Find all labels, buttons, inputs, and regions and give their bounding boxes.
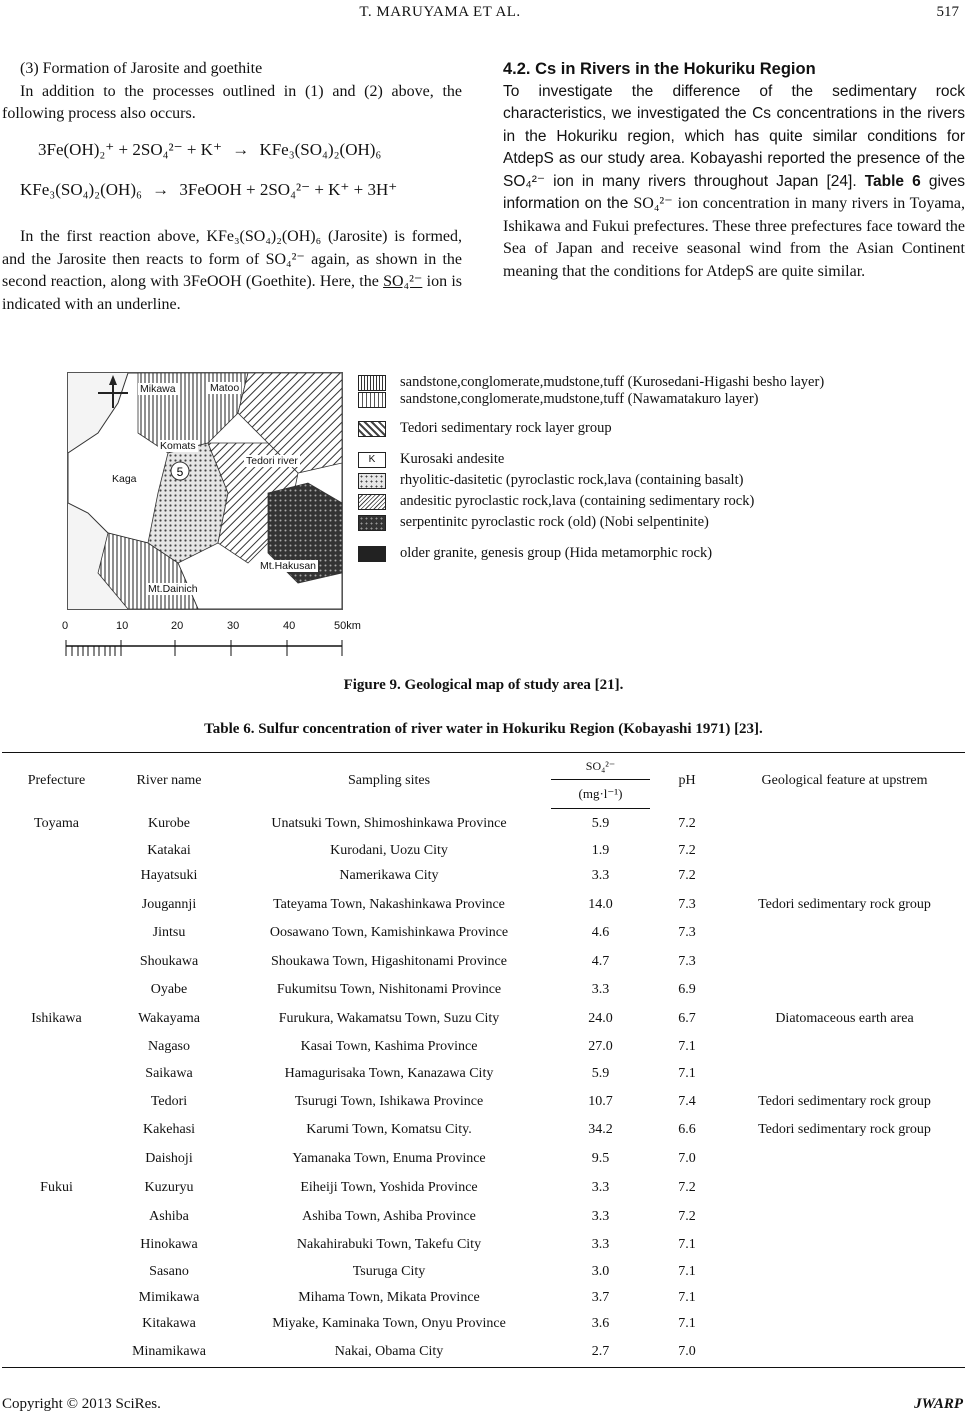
cell-site: Karumi Town, Komatsu City. [306,1121,472,1137]
table-row [2,1259,965,1286]
table-row [2,1004,965,1034]
legend-item [358,545,958,562]
cell-site: Unatsuki Town, Shimoshinkawa Province [271,815,507,831]
cell-ph: 7.3 [678,925,696,940]
scale-ruler [62,638,362,660]
cell-geo [724,839,965,863]
cell-pref: Ishikawa [31,1010,82,1026]
cell-so4: 3.3 [591,1208,610,1224]
right-column [503,58,965,283]
cell-site: Furukura, Wakamatsu Town, Suzu City [278,1010,500,1026]
cell-ph: 7.0 [678,1151,696,1166]
geological-map [67,372,343,610]
scale-tick-label: 50km [334,620,361,632]
cell-geo: Tedori sedimentary rock group [758,896,931,912]
legend-swatch [358,392,386,408]
table-row [2,1061,965,1088]
cell-site: Hamagurisaka Town, Kanazawa City [284,1066,494,1081]
intro-paragraph: In addition to the processes outlined in (1) and (2) above, the following process also occurs. [2,82,462,122]
cell-site: Oosawano Town, Kamishinkawa Province [269,925,509,940]
left-column [2,58,462,126]
scale-tick-label: 30 [227,620,240,632]
cell-so4: 3.6 [591,1315,610,1331]
cell-so4: 5.9 [591,815,610,831]
cell-pref [2,1232,111,1259]
table-row [2,1338,965,1368]
cell-site: Namerikawa City [339,868,439,883]
cell-so4: 1.9 [591,842,610,858]
journal-name: JWARP [914,1396,963,1412]
cell-ph: 6.7 [678,1010,696,1026]
legend-label: sandstone,conglomerate,mudstone,tuff (Kurosedani-Higashi besho layer) [400,374,825,390]
cell-river: Ashiba [149,1208,189,1224]
legend-swatch [358,494,386,510]
paragraph-text: again, as shown in the second reaction, along with 3FeOOH (Goethite). Here, the [2,250,463,290]
cell-geo: Tedori sedimentary rock group [758,1121,931,1137]
cell-ph: 7.4 [678,1093,696,1109]
cell-river: Sasano [149,1264,189,1279]
cell-site: Kurodani, Uozu City [330,842,448,858]
cell-geo [724,1259,965,1286]
scale-tick-label: 40 [283,620,296,632]
legend-label: Tedori sedimentary rock layer group [400,420,612,436]
cell-ph: 7.1 [678,1315,696,1331]
copyright-footer: Copyright © 2013 SciRes. [2,1396,161,1412]
equation-2-left: KFe₃(SO₄)₂(OH)₆ [20,180,142,199]
cell-ph: 7.2 [678,1208,696,1224]
paragraph-text: ion is indicated with an underline. [2,273,463,313]
cell-so4: 27.0 [588,1039,613,1054]
cell-site: Nakahirabuki Town, Takefu City [296,1237,482,1252]
cell-ph: 7.1 [678,1237,696,1252]
cell-river: Kuzuryu [144,1180,194,1195]
cell-geo [724,1232,965,1259]
cell-site: Tateyama Town, Nakashinkawa Province [273,896,505,912]
scale-tick-label: 20 [171,620,184,632]
route-5-marker: 5 [176,465,184,479]
cell-ph: 7.1 [678,1066,696,1081]
cell-pref: Fukui [40,1180,73,1195]
header-river: River name [111,753,227,809]
equation-2-right: 3FeOOH + 2SO₄²⁻ + K⁺ + 3H⁺ [179,180,398,199]
map-label-mikawa: Mikawa [140,383,176,395]
arrow-icon: → [152,180,170,199]
map-label-tedori-river: Tedori river [246,455,298,467]
arrow-icon: → [232,140,250,159]
legend-swatch [358,546,386,562]
map-drawing [68,373,342,609]
paragraph-text: To investigate the difference of the sedimentary rock characteristics, we investigated the Cs concentrations in the rivers in the Hokuriku region, which has quite similar conditions for AtdepS as our study area. Kobayashi reported the presence of the [503,82,965,167]
cell-pref [2,920,111,947]
running-header-author: T. MARUYAMA ET AL. [359,4,521,20]
legend-label: rhyolitic-dasitetic (pyroclastic rock,lava (containing basalt) [400,472,744,488]
sulfate-ion: SO₄²⁻ [633,195,673,212]
cell-geo [724,1202,965,1232]
cell-geo [724,1144,965,1175]
table-row [2,1286,965,1310]
cell-so4: 3.3 [591,982,610,997]
cell-pref [2,890,111,920]
cell-river: Kurobe [148,815,190,831]
cell-so4: 3.3 [591,1180,610,1195]
table-row [2,863,965,890]
cell-geo [724,947,965,977]
scale-bar [62,620,362,664]
cell-river: Katakai [147,842,191,858]
cell-geo [724,1338,965,1368]
sulfate-ion: SO₄²⁻ [265,250,305,268]
cell-river: Minamikawa [111,1338,227,1368]
cell-ph: 7.1 [678,1264,696,1279]
cell-pref [2,1202,111,1232]
map-label-mt-hakusan: Mt.Hakusan [260,560,317,572]
table-row [2,1232,965,1259]
header-prefecture: Prefecture [2,753,111,809]
cell-river: Oyabe [150,982,188,997]
legend-swatch: K [358,452,386,468]
cell-ph: 6.6 [678,1121,696,1137]
cell-site: Nakai, Obama City [227,1338,551,1368]
cell-river: Kitakawa [142,1315,196,1331]
legend-item [358,472,958,489]
page-number: 517 [936,4,959,20]
cell-river: Shoukawa [139,953,199,969]
cell-river: Saikawa [145,1066,193,1081]
cell-site: Eiheiji Town, Yoshida Province [300,1180,478,1195]
paragraph-text: ion in many rivers throughout Japan [24]. [553,172,857,190]
cell-pref [2,1310,111,1338]
cell-so4: 4.6 [591,925,610,940]
cell-site: Tsuruga City [352,1264,426,1279]
legend-label: serpentinitc pyroclastic rock (old) (Nobi selpentinite) [400,514,709,530]
cell-river: Wakayama [138,1010,200,1026]
header-geology: Geological feature at upstrem [724,753,965,809]
cell-geo [724,977,965,1004]
cell-river: Jougannji [141,896,197,912]
map-label-komatsu: Komats [160,440,196,452]
map-label-mt-dainichi: Mt.Dainich [148,583,198,595]
cell-pref [2,1259,111,1286]
table-row [2,920,965,947]
cell-pref [2,977,111,1004]
cell-geo [724,1061,965,1088]
cell-geo [724,863,965,890]
cell-geo [724,1034,965,1061]
cell-pref [2,1116,111,1144]
cell-pref [2,839,111,863]
legend-swatch [358,375,386,391]
cell-so4: 3.7 [591,1289,610,1305]
cell-so4: 3.3 [591,868,610,883]
scale-tick-label: 10 [116,620,129,632]
table-row [2,1175,965,1202]
cell-river: Nagaso [148,1039,190,1054]
cell-so4: 9.5 [591,1151,610,1166]
cell-site: Mihama Town, Mikata Province [298,1289,480,1305]
cell-ph: 7.3 [678,953,696,969]
cell-ph: 7.1 [678,1289,696,1305]
sulfate-ion: SO₄²⁻ [503,172,546,190]
cell-ph: 7.2 [678,868,696,883]
table-row [2,890,965,920]
sulfate-ion-underlined: SO₄²⁻ [383,273,423,290]
legend-label: andesitic pyroclastic rock,lava (containing sedimentary rock) [400,493,755,509]
table-body [2,809,965,1368]
cell-river: Mimikawa [138,1289,200,1305]
cell-so4: 10.7 [588,1093,613,1109]
legend-swatch [358,421,386,437]
cell-river: Hayatsuki [140,868,198,883]
cell-so4: 3.0 [591,1264,610,1279]
legend-label: sandstone,conglomerate,mudstone,tuff (Nawamatakuro layer) [400,391,759,407]
equation-1 [38,140,381,160]
table-row [2,1144,965,1175]
table-caption: Table 6. Sulfur concentration of river water in Hokuriku Region (Kobayashi 1971) [23]. [204,721,763,737]
cell-pref [2,1034,111,1061]
legend-item [358,391,958,408]
table-row [2,809,965,839]
cell-geo: Tedori sedimentary rock group [758,1093,931,1109]
table-row [2,1088,965,1116]
legend-swatch [358,515,386,531]
cell-so4: 24.0 [588,1010,613,1026]
cell-geo [724,1310,965,1338]
cell-geo [724,809,965,839]
cell-so4: 3.3 [591,1237,610,1252]
paragraph-text: gives information on the [503,172,966,212]
equation-2 [20,180,397,200]
cell-site: Miyake, Kaminaka Town, Onyu Province [272,1315,506,1331]
jarosite-paragraph [2,226,462,316]
cell-pref [2,947,111,977]
cell-ph: 7.2 [678,1180,696,1195]
subsection-heading: (3) Formation of Jarosite and goethite [20,60,263,77]
cell-ph: 7.1 [678,1039,696,1054]
legend-item [358,374,958,391]
cell-geo [724,1175,965,1202]
cell-so4: 4.7 [591,953,610,969]
cell-geo: Diatomaceous earth area [775,1010,914,1026]
header-ph: pH [650,753,724,809]
cell-pref [2,1144,111,1175]
cell-so4: 2.7 [551,1338,650,1368]
equation-1-right: KFe₃(SO₄)₂(OH)₆ [259,140,382,159]
legend-item [358,451,958,468]
cell-site: Tsurugi Town, Ishikawa Province [294,1093,484,1109]
equation-1-left: 3Fe(OH)₂⁺ + 2SO₄²⁻ + K⁺ [38,140,222,159]
scale-tick-label: 0 [62,620,69,632]
cell-pref [2,863,111,890]
cell-pref: Toyama [34,815,79,831]
legend-label: Kurosaki andesite [400,451,505,467]
cell-site: Shoukawa Town, Higashitonami Province [271,953,507,969]
paragraph-text: ion concentration in many rivers in Toyama, Ishikawa and Fukui prefectures. These three prefectures face toward the Sea of Japan and receive seasonal wind from the Asian Continent meaning that the conditions for AtdepS are quite similar. [503,195,965,280]
figure-caption: Figure 9. Geological map of study area [21]. [343,677,624,693]
cell-river: Daishoji [145,1151,193,1166]
paragraph-text: In the first reaction above, KFe₃(SO₄)₂(OH)₆ (Jarosite) is formed, and the Jarosite then reacts to form of [2,228,462,268]
cell-river: Jintsu [152,925,186,940]
legend-item [358,420,958,437]
cell-river: Hinokawa [140,1237,198,1252]
map-legend [358,374,958,562]
table-row [2,839,965,863]
legend-swatch [358,473,386,489]
cell-river: Kakehasi [142,1121,196,1137]
cell-so4: 5.9 [591,1066,610,1081]
cell-ph: 6.9 [678,982,696,997]
table-row [2,977,965,1004]
legend-item [358,514,958,531]
cell-ph: 7.2 [678,842,696,858]
cell-ph: 7.0 [650,1338,724,1368]
cell-so4: 14.0 [588,896,613,912]
cell-river: Tedori [150,1093,188,1109]
cell-pref [2,1061,111,1088]
cell-site: Yamanaka Town, Enuma Province [292,1151,486,1166]
sulfur-concentration-table [2,752,965,1368]
table-row [2,1310,965,1338]
cell-ph: 7.2 [678,815,696,831]
header-site: Sampling sites [227,753,551,809]
map-label-matoo: Matoo [210,382,240,394]
table-row [2,1034,965,1061]
table-row [2,947,965,977]
cell-so4: 34.2 [588,1121,613,1137]
header-unit: (mg·l⁻¹) [551,780,650,809]
cell-site: Fukumitsu Town, Nishitonami Province [276,982,502,997]
cell-site: Kasai Town, Kashima Province [300,1039,478,1054]
table-reference-link[interactable]: Table 6 [864,172,921,190]
cell-geo [724,1286,965,1310]
cell-ph: 7.3 [678,896,696,912]
cell-pref [2,1088,111,1116]
map-label-kaga: Kaga [112,473,137,485]
section-title: 4.2. Cs in Rivers in the Hokuriku Region [503,60,816,78]
cell-geo [724,920,965,947]
table-row [2,1116,965,1144]
cell-pref [2,1338,111,1368]
cell-site: Ashiba Town, Ashiba Province [302,1208,476,1224]
header-so4: SO₄²⁻ [551,753,650,780]
legend-item [358,493,958,510]
table-row [2,1202,965,1232]
legend-label: older granite, genesis group (Hida metamorphic rock) [400,545,713,561]
cell-pref [2,1286,111,1310]
